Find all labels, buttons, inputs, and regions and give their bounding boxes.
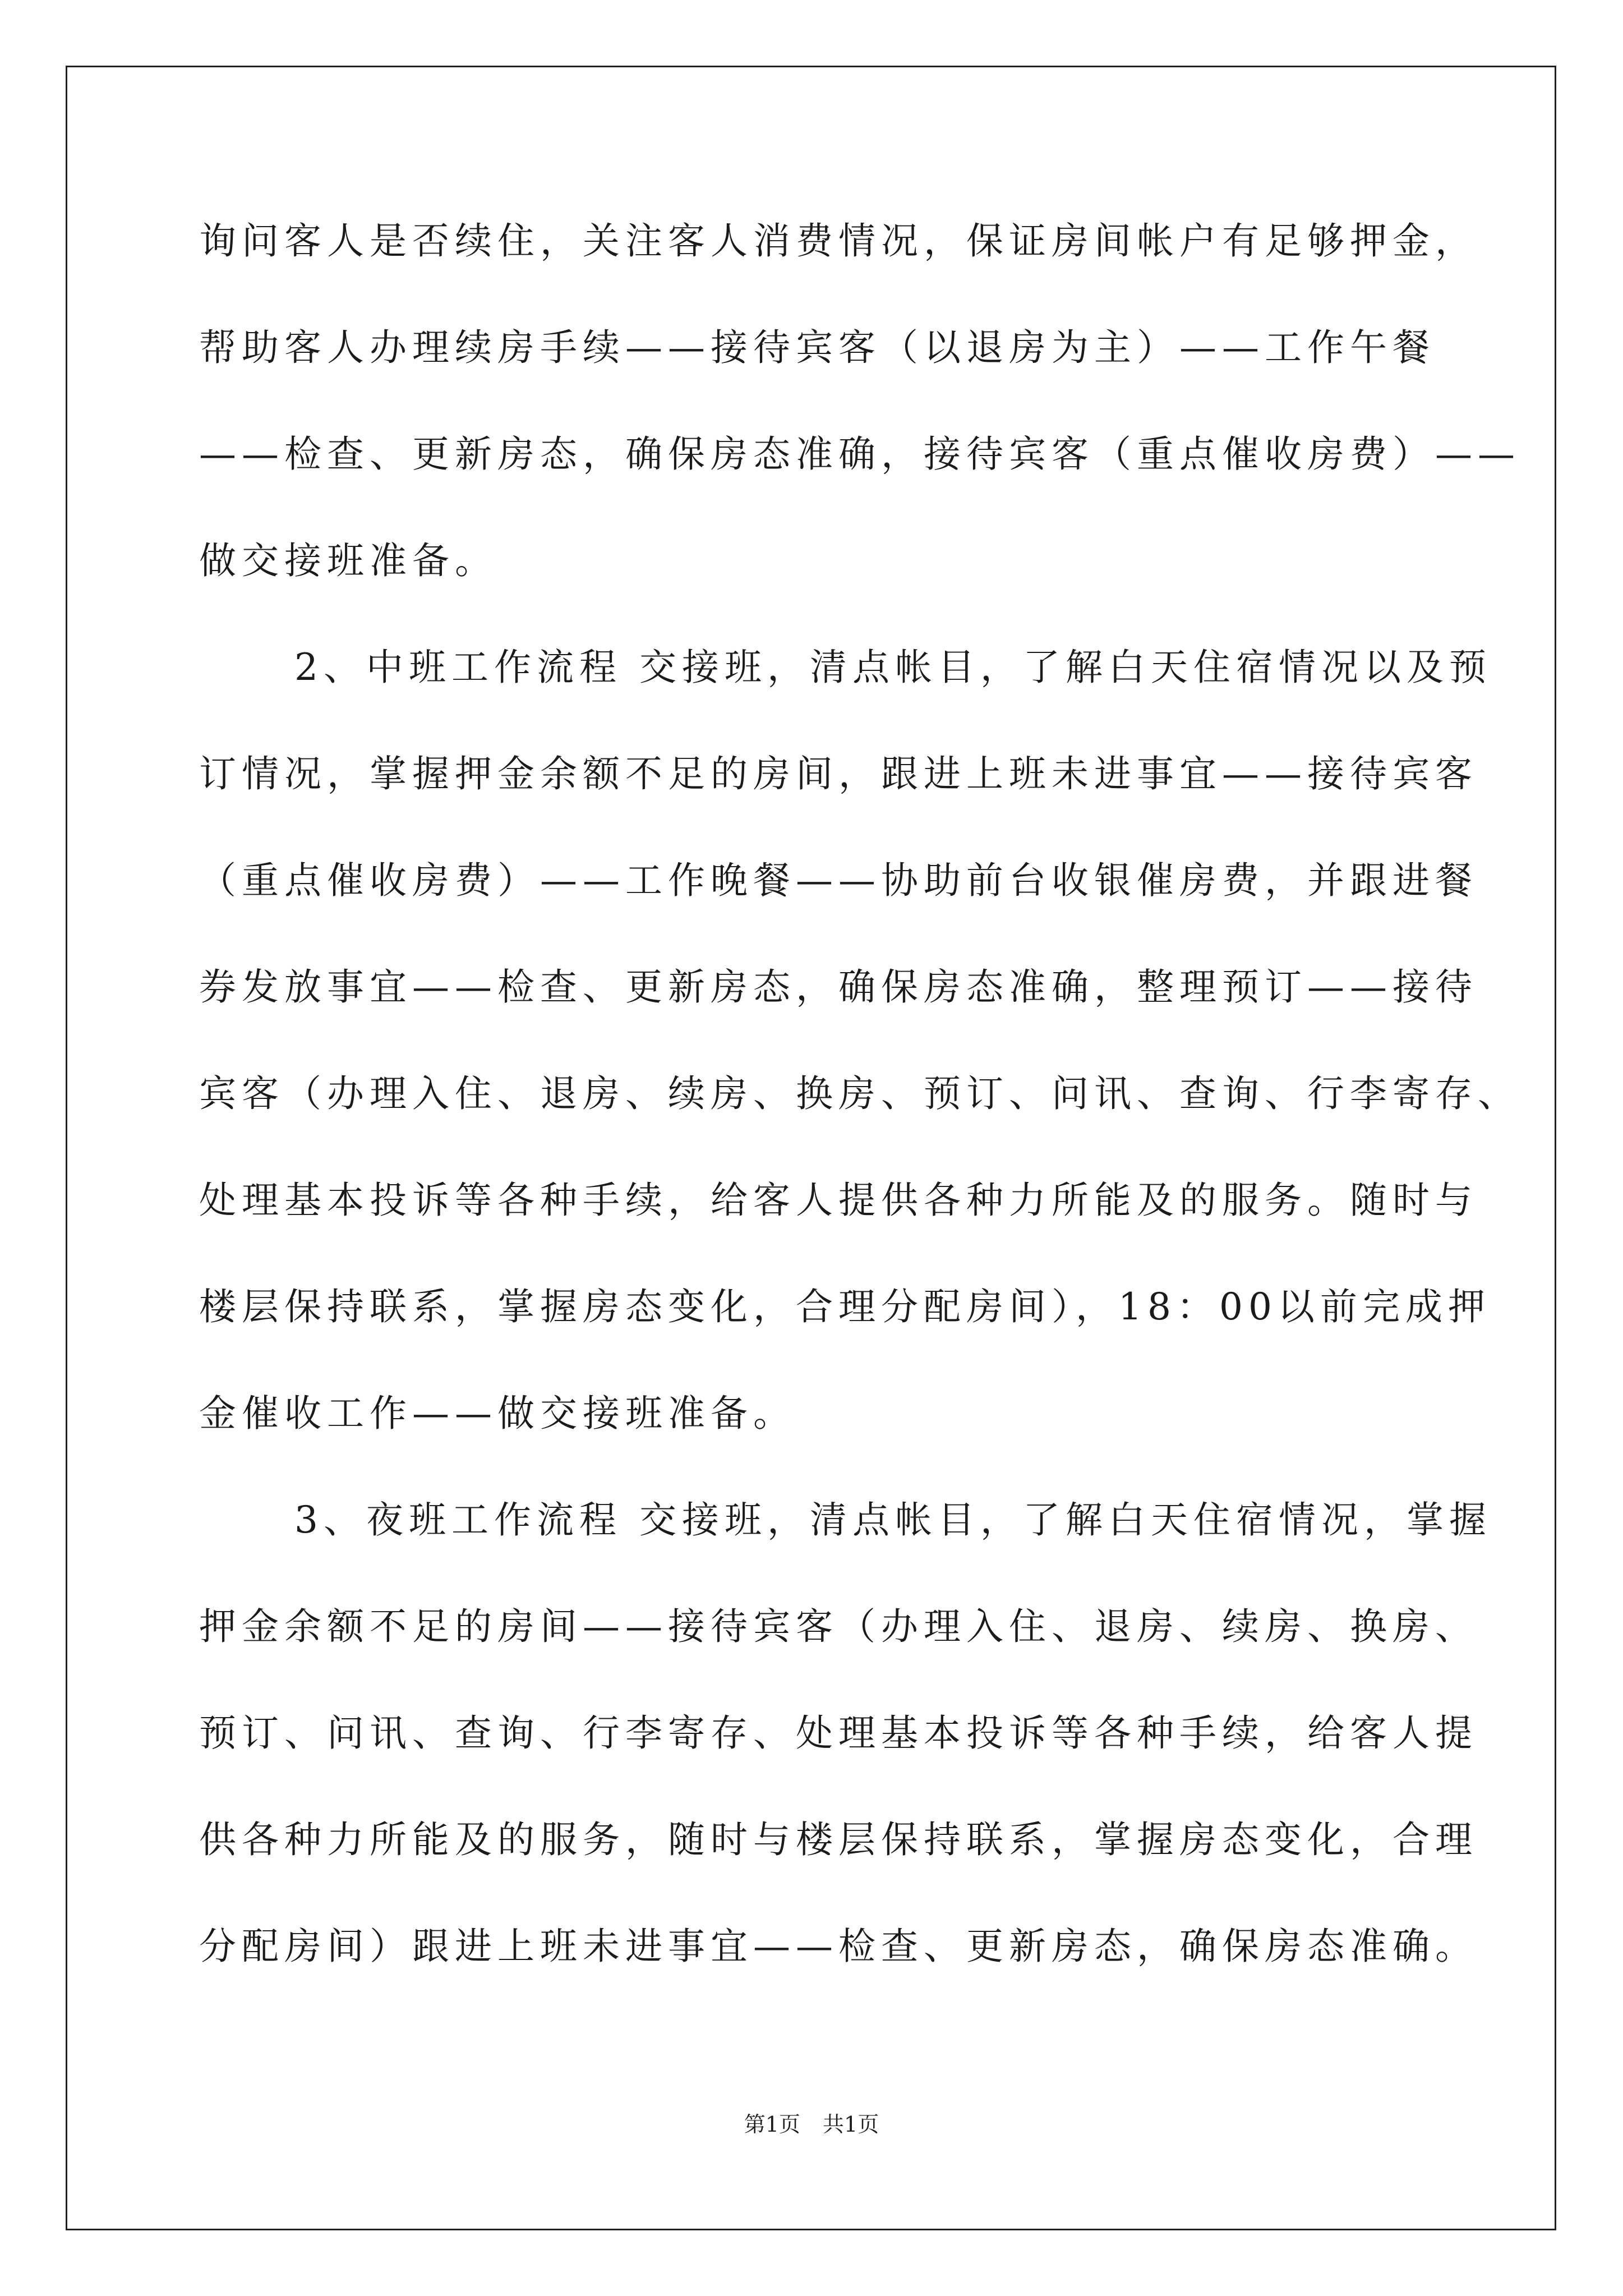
text-line-section-2-heading: 2、中班工作流程 交接班，清点帐目，了解白天住宿情况以及预 (294, 646, 1492, 689)
text-line: 楼层保持联系，掌握房态变化，合理分配房间），18：00以前完成押 (199, 1285, 1491, 1328)
text-line: ——检查、更新房态，确保房态准确，接待宾客（重点催收房费）—— (199, 432, 1520, 476)
text-line: 做交接班准备。 (199, 539, 497, 582)
text-line: 供各种力所能及的服务，随时与楼层保持联系，掌握房态变化，合理 (199, 1818, 1478, 1861)
text-line: 帮助客人办理续房手续——接待宾客（以退房为主）——工作午餐 (199, 326, 1435, 369)
page-footer (0, 2110, 1623, 2138)
page-total: 共1页 (823, 2112, 879, 2137)
text-line: 分配房间）跟进上班未进事宜——检查、更新房态，确保房态准确。 (199, 1925, 1478, 1968)
page-number: 第1页 (744, 2112, 800, 2137)
text-line: 金催收工作——做交接班准备。 (199, 1392, 796, 1435)
text-line: 预订、问讯、查询、行李寄存、处理基本投诉等各种手续，给客人提 (199, 1711, 1478, 1755)
text-line: （重点催收房费）——工作晚餐——协助前台收银催房费，并跟进餐 (199, 859, 1478, 902)
text-line: 券发放事宜——检查、更新房态，确保房态准确，整理预订——接待 (199, 965, 1478, 1009)
text-line-section-3-heading: 3、夜班工作流程 交接班，清点帐目，了解白天住宿情况，掌握 (294, 1498, 1492, 1542)
text-line: 押金余额不足的房间——接待宾客（办理入住、退房、续房、换房、 (199, 1605, 1478, 1648)
text-line: 处理基本投诉等各种手续，给客人提供各种力所能及的服务。随时与 (199, 1179, 1478, 1222)
text-line: 宾客（办理入住、退房、续房、换房、预订、问讯、查询、行李寄存、 (199, 1072, 1520, 1115)
document-body (199, 208, 1520, 2019)
text-line: 订情况，掌握押金余额不足的房间，跟进上班未进事宜——接待宾客 (199, 752, 1478, 795)
text-line: 询问客人是否续住，关注客人消费情况，保证房间帐户有足够押金， (199, 219, 1478, 263)
